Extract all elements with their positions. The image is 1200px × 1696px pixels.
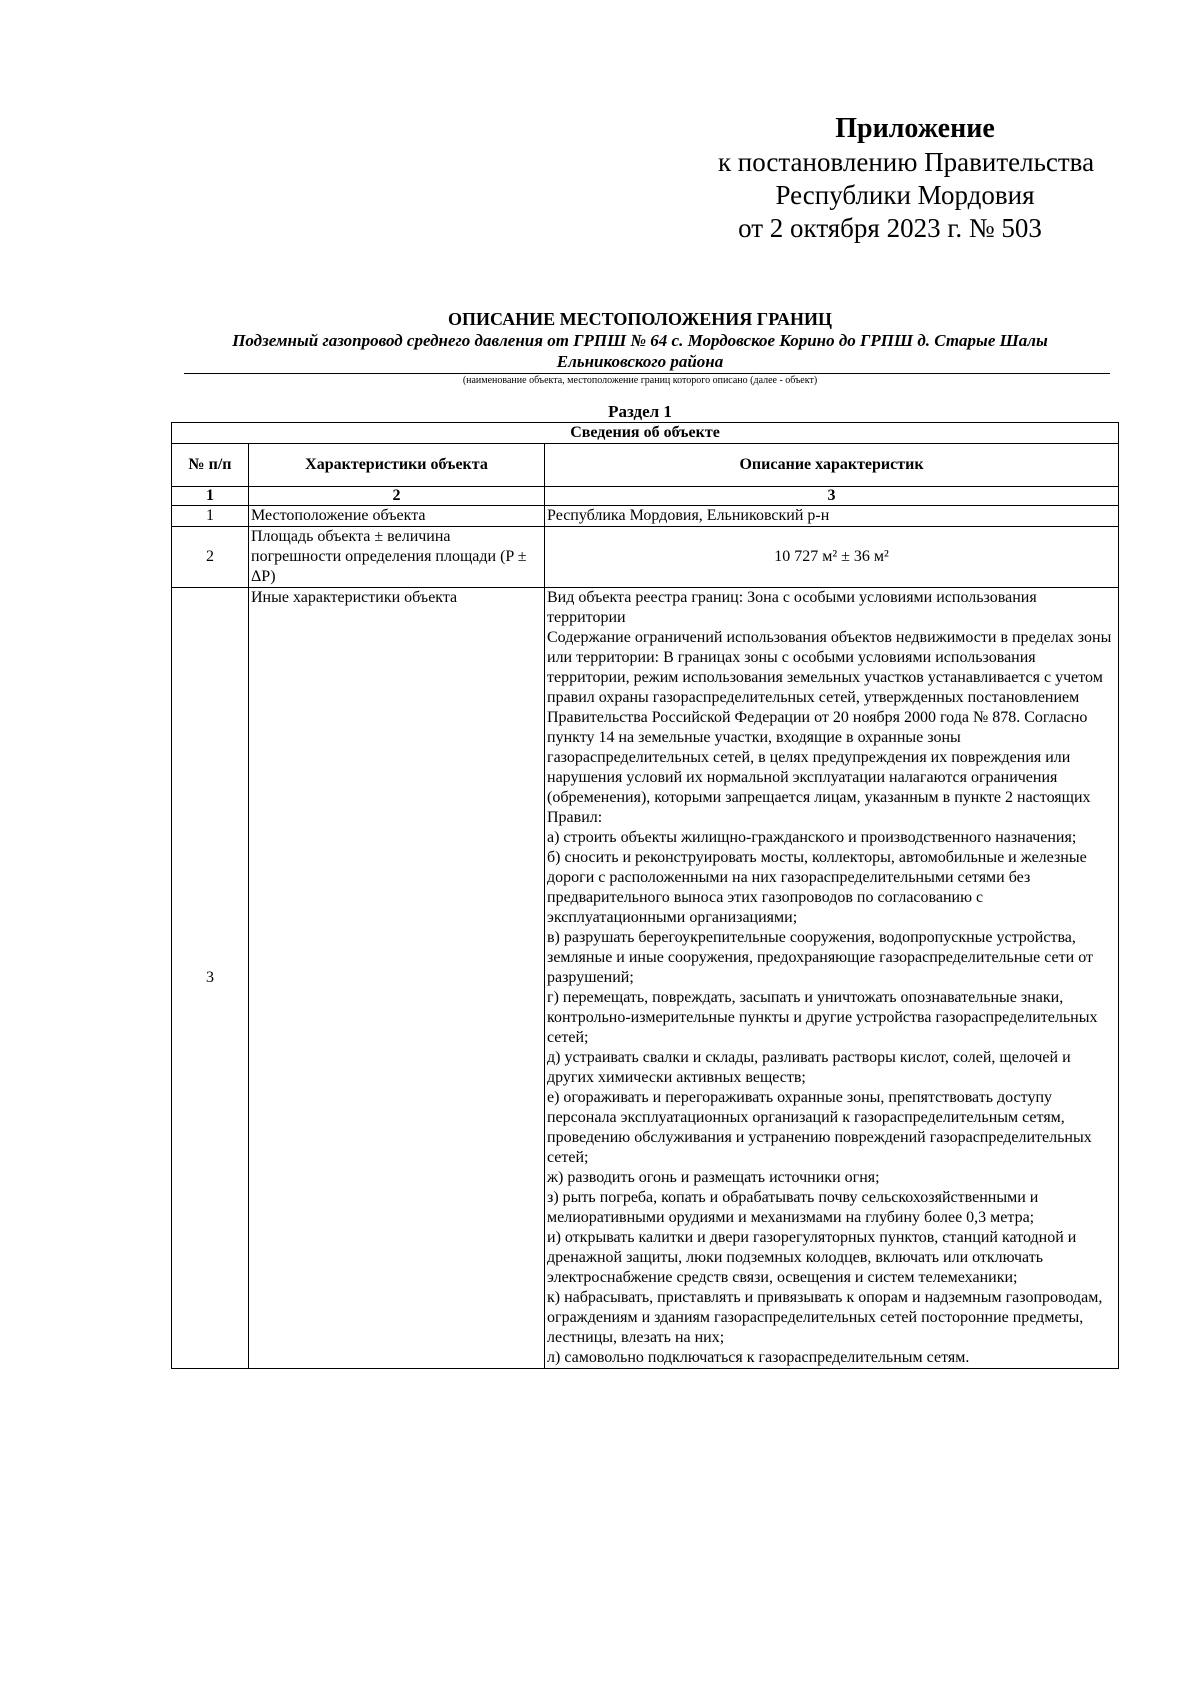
row-description: Вид объекта реестра границ: Зона с особыми условиями использования территории Содержание ограничений использования объектов недвижимости в пределах зоны или территории: В границах зоны с особыми условиями использования территории, режим использования земельных участков устанавливается с учетом правил охраны газораспределительных сетей, утвержденных постановлением Правительства Российской Федерации от 20 ноября 2000 года № 878. Согласно пункту 14 на земельные участки, входящие в охранные зоны газораспределительных сетей, в целях предупреждения их повреждения или нарушения условий их нормальной эксплуатации налагаются ограничения (обременения), которыми запрещается лицам, указанным в пункте 2 настоящих Правил: а) строить объекты жилищно-гражданского и производственного назначения; б) сносить и реконструировать мосты, коллекторы, автомобильные и железные дороги с расположенными на них газораспределительными сетями без предварительного выноса этих газопроводов по согласованию с эксплуатационными организациями; в) разрушать берегоукрепительные сооружения, водопропускные устройства, земляные и иные сооружения, предохраняющие газораспределительные сети от разрушений; г) перемещать, повреждать, засыпать и уничтожать опознавательные знаки, контрольно-измерительные пункты и другие устройства газораспределительных сетей; д) устраивать свалки и склады, разливать растворы кислот, солей, щелочей и других химически активных веществ; е) огораживать и перегораживать охранные зоны, препятствовать доступу персонала эксплуатационных организаций к газораспределительным сетям, проведению обслуживания и устранению повреждений газораспределительных сетей; ж) разводить огонь и размещать источники огня; з) рыть погреба, копать и обрабатывать почву сельскохозяйственными и мелиоративными орудиями и механизмами на глубину более 0,3 метра; и) открывать калитки и двери газорегуляторных пунктов, станций катодной и дренажной защиты, люки подземных колодцев, включать или отключать электроснабжение средств связи, освещения и систем телемеханики; к) набрасывать, приставлять и привязывать к опорам и надземным газопроводам, ограждениям и зданиям газораспределительных сетей посторонние предметы, лестницы, влезать на них; л) самовольно подключаться к газораспределительным сетям. (545, 588, 1119, 1369)
document-title: ОПИСАНИЕ МЕСТОПОЛОЖЕНИЯ ГРАНИЦ (448, 309, 832, 329)
table-header-row (172, 444, 1119, 487)
table-row (172, 506, 1119, 527)
row-description: 10 727 м² ± 36 м² (545, 527, 1119, 588)
appendix-line-republic: Республики Мордовия (775, 180, 1035, 210)
document-subtitle-line2: Ельниковского района (556, 352, 724, 371)
table-row (172, 527, 1119, 588)
row-description: Республика Мордовия, Ельниковский р-н (545, 506, 1119, 527)
section-title: Раздел 1 (608, 402, 672, 421)
document-caption: (наименование объекта, местоположение границ которого описано (далее - объект) (462, 375, 818, 386)
table-row (172, 588, 1119, 1369)
header-description: Описание характеристик (545, 444, 1119, 487)
column-number: 2 (249, 487, 545, 506)
row-num: 1 (172, 506, 249, 527)
row-num: 2 (172, 527, 249, 588)
object-info-table (171, 422, 1119, 1369)
row-characteristic: Площадь объекта ± величина погрешности определения площади (P ± ΔP) (249, 527, 545, 588)
document-subtitle-line1: Подземный газопровод среднего давления от ГРПШ № 64 с. Мордовское Корино до ГРПШ д. Старые Шалы (232, 331, 1048, 350)
header-characteristics: Характеристики объекта (249, 444, 545, 487)
document-rule (184, 373, 1110, 374)
appendix-line-resolution: к постановлению Правительства (717, 147, 1095, 177)
row-characteristic: Местоположение объекта (249, 506, 545, 527)
column-number-row (172, 487, 1119, 506)
table-caption-row (172, 423, 1119, 444)
appendix-header (700, 112, 1120, 245)
appendix-title: Приложение (835, 113, 995, 144)
row-characteristic: Иные характеристики объекта (249, 588, 545, 1369)
row-num: 3 (172, 588, 249, 1369)
appendix-line-date: от 2 октября 2023 г. № 503 (738, 213, 1042, 243)
document-header (170, 308, 1110, 387)
header-num: № п/п (172, 444, 249, 487)
column-number: 3 (545, 487, 1119, 506)
column-number: 1 (172, 487, 249, 506)
table-caption: Сведения об объекте (172, 423, 1119, 444)
